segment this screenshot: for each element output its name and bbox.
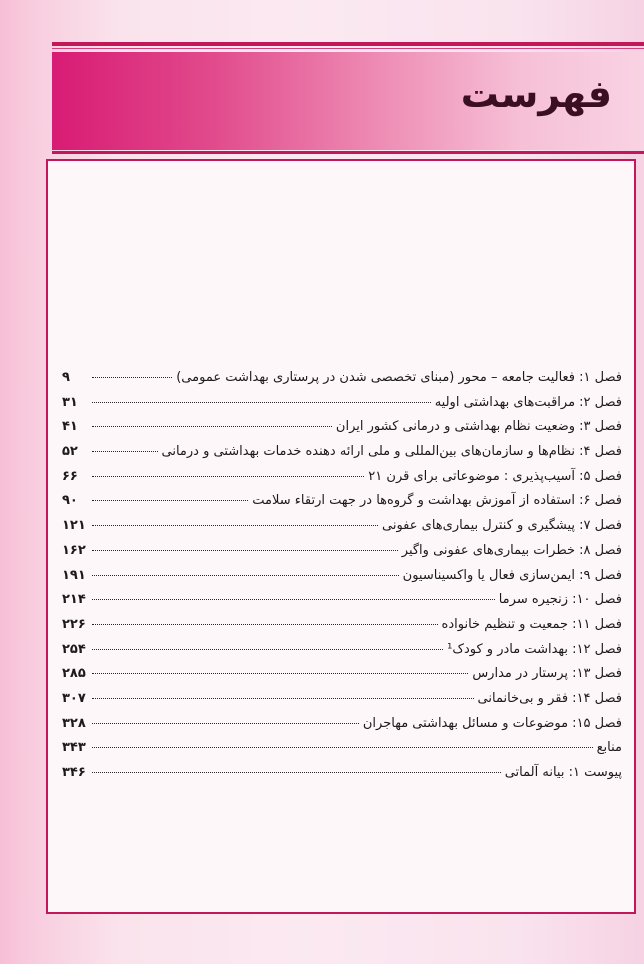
toc-entry-title: فصل ۱۱: جمعیت و تنظیم خانواده (441, 616, 622, 632)
dot-leader (92, 747, 593, 748)
dot-leader (92, 402, 431, 403)
toc-entry-page: ۳۴۳ (62, 740, 86, 756)
toc-entry-page: ۶۶ (62, 468, 78, 484)
toc-entry-page: ۴۱ (62, 419, 78, 435)
toc-entry-page: ۱۹۱ (62, 567, 86, 583)
toc-entry-title: فصل ۱۴: فقر و بی‌خانمانی (477, 690, 622, 706)
toc-entry-12[interactable] (62, 642, 622, 667)
toc-entry-8[interactable] (62, 543, 622, 568)
dot-leader (92, 772, 501, 773)
toc-entry-page: ۹۰ (62, 493, 78, 509)
toc-entry-title: فصل ۹: ایمن‌سازی فعال یا واکسیناسیون (402, 567, 622, 583)
toc-entry-4[interactable] (62, 444, 622, 469)
dot-leader (92, 673, 468, 674)
toc-entry-title: فصل ۴: نظام‌ها و سازمان‌های بین‌المللی و ملی ارائه دهنده خدمات بهداشتی و درمانی (161, 444, 622, 460)
dot-leader (92, 451, 158, 452)
toc-entry-title: فصل ۵: آسیب‌پذیری : موضوعاتی برای قرن ۲۱ (368, 468, 622, 484)
top-border-rule (52, 42, 644, 46)
top-border-thin-rule (52, 48, 644, 49)
toc-entry-page: ۲۸۵ (62, 666, 86, 682)
toc-entry-title: فصل ۳: وضعیت نظام بهداشتی و درمانی کشور ایران (335, 419, 622, 435)
toc-entry-5[interactable] (62, 469, 622, 494)
dot-leader (92, 550, 398, 551)
toc-entry-title: فصل ۱۳: پرستار در مدارس (472, 666, 622, 682)
toc-entry-11[interactable] (62, 617, 622, 642)
toc-entry-6[interactable] (62, 493, 622, 518)
dot-leader (92, 649, 443, 650)
toc-entry-16[interactable] (62, 740, 622, 765)
dot-leader (92, 575, 399, 576)
dot-leader (92, 476, 364, 477)
toc-entry-page: ۲۵۴ (62, 641, 86, 657)
dot-leader (92, 426, 332, 427)
title-banner (52, 52, 644, 150)
toc-entry-title: فصل ۲: مراقبت‌های بهداشتی اولیه (434, 394, 622, 410)
toc-entry-15[interactable] (62, 716, 622, 741)
toc-entry-17[interactable] (62, 765, 622, 790)
dot-leader (92, 599, 495, 600)
toc-entry-title: فصل ۱۵: موضوعات و مسائل بهداشتی مهاجران (362, 715, 622, 731)
toc-entry-1[interactable] (62, 370, 622, 395)
toc-entry-title: فصل ۶: استفاده از آموزش بهداشت و گروه‌ها در جهت ارتقاء سلامت (252, 493, 622, 509)
toc-entry-13[interactable] (62, 666, 622, 691)
dot-leader (92, 525, 378, 526)
toc-entry-title: فصل ۷: پیشگیری و کنترل بیماری‌های عفونی (382, 518, 622, 534)
dot-leader (92, 698, 474, 699)
toc-entry-title: فصل ۸: خطرات بیماری‌های عفونی واگیر (401, 542, 622, 558)
toc-entry-title: پیوست ۱: بیانه آلماتی (504, 765, 622, 780)
toc-entry-page: ۳۰۷ (62, 690, 86, 706)
toc-entry-10[interactable] (62, 592, 622, 617)
table-of-contents (62, 370, 622, 790)
toc-entry-7[interactable] (62, 518, 622, 543)
toc-entry-page: ۳۱ (62, 394, 78, 410)
dot-leader (92, 377, 172, 378)
toc-entry-page: ۳۲۸ (62, 715, 86, 731)
dot-leader (92, 723, 359, 724)
dot-leader (92, 500, 248, 501)
dot-leader (92, 624, 438, 625)
toc-entry-page: ۲۲۶ (62, 616, 86, 632)
toc-entry-3[interactable] (62, 419, 622, 444)
toc-entry-page: ۵۲ (62, 444, 78, 460)
toc-entry-9[interactable] (62, 568, 622, 593)
toc-entry-title: فصل ۱: فعالیت جامعه – محور (مبنای تخصصی شدن در پرستاری بهداشت عمومی) (176, 370, 622, 385)
toc-entry-2[interactable] (62, 395, 622, 420)
toc-entry-14[interactable] (62, 691, 622, 716)
toc-entry-page: ۱۶۲ (62, 542, 86, 558)
toc-entry-page: ۱۲۱ (62, 518, 86, 534)
toc-entry-title: فصل ۱۲: بهداشت مادر و کودک¹ (447, 641, 622, 657)
banner-bottom-rule (52, 151, 644, 154)
toc-entry-title: منابع (596, 740, 622, 756)
page-title: فهرست (460, 72, 612, 116)
toc-entry-page: ۲۱۴ (62, 592, 86, 608)
toc-entry-page: ۳۴۶ (62, 765, 86, 780)
toc-entry-page: ۹ (62, 370, 70, 385)
toc-entry-title: فصل ۱۰: زنجیره سرما (498, 592, 622, 608)
